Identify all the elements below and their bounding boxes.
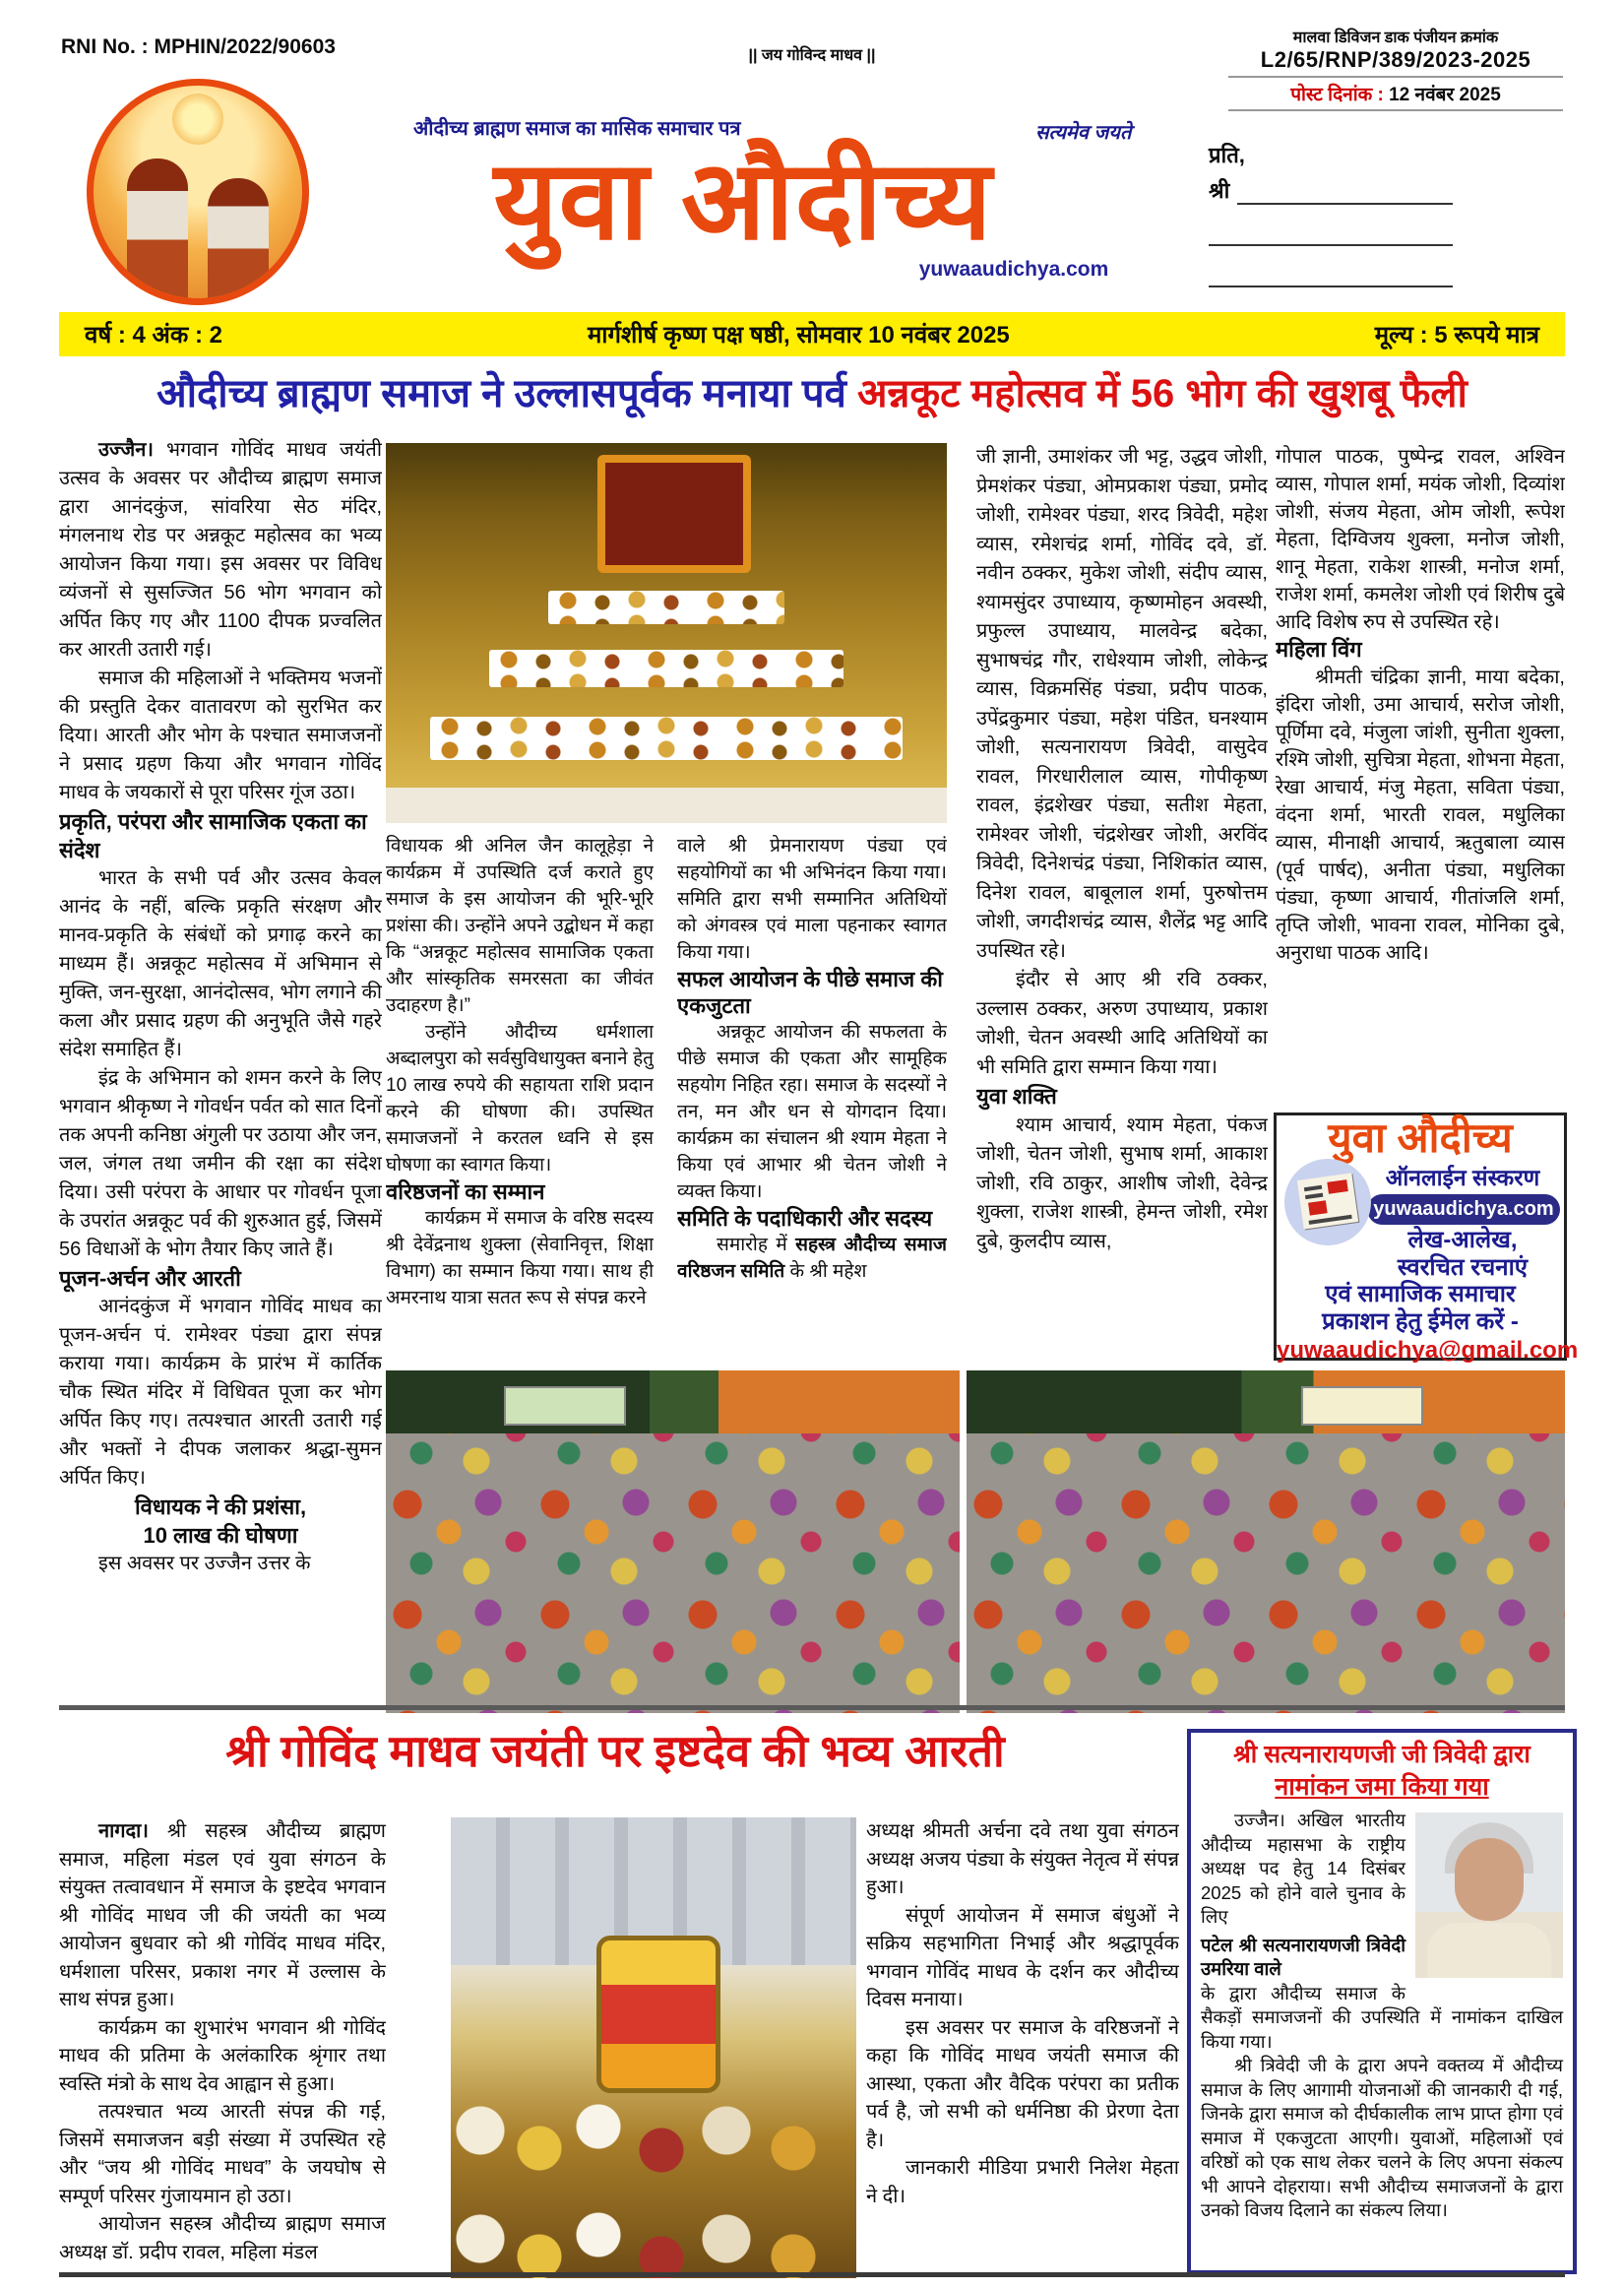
dateline: उज्जैन। [1234, 1810, 1285, 1830]
logo-sun-shape [172, 94, 223, 145]
address-blank-line [1237, 179, 1453, 205]
newspaper-icon-text-line [1305, 1193, 1323, 1199]
top-slogan: || जय गोविन्द माधव || [748, 47, 876, 64]
newspaper-icon-photo-block [1308, 1200, 1328, 1215]
section-heading: प्रकृति, परंपरा और सामाजिक एकता का संदेश [59, 809, 367, 862]
ad-title: युवा औदीच्य [1328, 1114, 1513, 1161]
newspaper-icon-sheet [1297, 1173, 1358, 1229]
address-blank-line [1209, 246, 1453, 287]
postal-registration-block [1228, 26, 1563, 111]
address-blank-line [1209, 205, 1453, 246]
main-headline [54, 370, 1570, 417]
deity-picture-frame [597, 455, 751, 573]
article-paragraph: अध्यक्ष श्रीमती अर्चना दवे तथा युवा संगठन अध्यक्ष अजय पंड्या के संयुक्त नेतृत्व में संपन्न हुआ। [866, 1820, 1179, 1898]
addressee-line [1209, 175, 1453, 205]
mailing-address-block [1209, 140, 1453, 287]
ad-text-line: प्रकाशन हेतु ईमेल करें - [1322, 1307, 1519, 1335]
article-paragraph: इंद्र के अभिमान को शमन करने के लिए भगवान श्रीकृष्ण ने गोवर्धन पर्वत को सात दिनों तक अपनी कनिष्ठा अंगुली पर उठाया और जन, जल, जंगल तथा जमीन की रक्षा का संदेश दिया। उसी परंपरा के आधार पर गोवर्धन पूजा के उपरांत अन्नकूट पर्व की शुरुआत हुई, जिसमें 56 विधाओं के भोग तैयार किए जाते हैं। [59, 1067, 382, 1260]
section-heading: सफल आयोजन के पीछे समाज की एकजुटता [677, 967, 943, 1018]
attendee-names-paragraph: गोपाल पाठक, पुष्पेन्द्र रावल, अश्विन व्यास, गोपाल शर्मा, मयंक जोशी, दिव्यांश जोशी, संजय मेहता, ओम जोशी, रूपेश मेहता, दिग्विजय शुक्ला, मनोज जोशी, शानू मेहता, राकेश शास्त्री, मनोज शर्मा, राजेश शर्मा, कमलेश जोशी एवं शिरीष दुबे आदि विशेष रुप से उपस्थित रहे। [1276, 446, 1565, 633]
attendee-names-paragraph: जी ज्ञानी, उमाशंकर जी भट्ट, उद्धव जोशी, प्रेमशंकर पंड्या, ओमप्रकाश पंड्या, प्रमोद जोशी, रामेश्वर पंड्या, शरद त्रिवेदी, महेश व्यास, रमेशचंद्र शर्मा, गोविंद दवे, डॉ. नवीन ठक्कर, मुकेश जोशी, संदीप व्यास, श्यामसुंदर उपाध्याय, कृष्णमोहन अवस्थी, प्रफुल्ल उपाध्याय, मालवेन्द्र बदेका, सुभाषचंद्र गौर, राधेश्याम जोशी, लोकेन्द्र व्यास, विक्रमसिंह पंड्या, प्रदीप पाठक, उपेंद्रकुमार पंड्या, महेश पंडित, घनश्याम जोशी, सत्यनारायण त्रिवेदी, वासुदेव रावल, गिरधारीलाल व्यास, गोपीकृष्ण रावल, इंद्रशेखर पंड्या, सतीश मेहता, रामेश्वर जोशी, चंद्रशेखर जोशी, अरविंद त्रिवेदी, दिनेशचंद्र पंड्या, निशिकांत व्यास, दिनेश रावल, बाबूलाल शर्मा, पुरुषोत्तम जोशी, जगदीशचंद्र व्यास, शैलेंद्र भट्ट आदि उपस्थित रहे। [976, 446, 1268, 962]
section-divider [59, 1705, 1565, 1710]
newspaper-icon-photo-block [1327, 1179, 1347, 1194]
postal-reg-caption: मालवा डिविजन डाक पंजीयन क्रमांक [1292, 30, 1499, 46]
portrait-face-shape [1455, 1838, 1524, 1921]
article-paragraph: अन्नकूट आयोजन की सफलता के पीछे समाज की एकता और सामूहिक सहयोग निहित रहा। समाज के सदस्यों ने तन, मन और धन से योगदान दिया। कार्यक्रम का संचालन श्री श्याम मेहता ने किया एवं आभार श्री चेतन जोशी ने व्यक्त किया। [677, 1022, 947, 1202]
photo-banner [504, 1386, 626, 1426]
committee-name: सहस्त्र औदीच्य समाज वरिष्ठजन समिति [677, 1235, 947, 1282]
article-paragraph: नागदा। श्री सहस्त्र औदीच्य ब्राह्मण समाज, महिला मंडल एवं युवा संगठन के संयुक्त तत्वावधान में समाज के इष्टदेव भगवान श्री गोविंद माधव जी की जयंती का भव्य आयोजन बुधवार को श्री गोविंद माधव मंदिर, धर्मशाला परिसर, प्रकाश नगर में उल्लास के साथ संपन्न हुआ। [59, 1820, 386, 2010]
article-paragraph: तत्पश्चात भव्य आरती संपन्न की गई, जिसमें समाजजन बड़ी संख्या में उपस्थित रहे और “जय श्री गोविंद माधव” के जयघोष से सम्पूर्ण परिसर गुंजायमान हो उठा। [59, 2101, 386, 2207]
article-paragraph: भारत के सभी पर्व और उत्सव केवल आनंद के नहीं, बल्कि प्रकृति संरक्षण और मानव-प्रकृति के संबंधों को प्रगाढ़ करने का माध्यम हैं। अन्नकूट महोत्सव में अभिमान से मुक्ति, जन-सुरक्षा, आनंदोत्सव, भोग लगाने की कला और प्रसाद ग्रहण की अनुभूति जैसे गहरे संदेश समाहित हैं। [59, 867, 382, 1060]
dateline: नागदा। [98, 1820, 149, 1842]
deity-idol-shape [596, 1936, 720, 2093]
gathering-photo-left [386, 1370, 960, 1713]
article-paragraph: वाले श्री प्रेमनारायण पंड्या एवं सहयोगियों का भी अभिनंदन किया गया। समिति द्वारा सभी सम्मानित अतिथियों को अंगवस्त्र एवं माला पहनाकर स्वागत किया गया। [677, 836, 947, 963]
article-paragraph: उन्होंने औदीच्य धर्मशाला अब्दालपुरा को सर्वसुविधायुक्त बनाने हेतु 10 लाख रुपये की सहायता राशि प्रदान करने की घोषणा की। उपस्थित समाजजनों ने करतल ध्वनि से इस घोषणा का स्वागत किया। [386, 1022, 654, 1176]
article-paragraph: श्री त्रिवेदी जी के द्वारा अपने वक्तव्य में औदीच्य समाज के लिए आगामी योजनाओं की जानकारी दी गई, जिनके द्वारा समाज को दीर्घकालीक लाभ प्राप्त होगा एवं समाज में एकजुटता आएगी। युवाओं, महिलाओं एवं वरिष्ठों को एक साथ लेकर चलने के लिए अपना संकल्प भी आपने दोहराया। सभी औदीच्य समाजजनों के द्वारा उनको विजय दिलाने का संकल्प लिया। [1201, 2055, 1563, 2220]
postal-reg-number: L2/65/RNP/389/2023-2025 [1260, 47, 1531, 72]
section-heading: समिति के पदाधिकारी और सदस्य [677, 1206, 933, 1231]
portrait-shirt-shape [1427, 1923, 1551, 1978]
bhog-display-tier [548, 591, 784, 624]
bhog-display-base [386, 788, 947, 823]
candidate-name-line: पटेल श्री सत्यनारायणजी त्रिवेदी उमरिया वाले [1201, 1934, 1405, 1979]
article1-column-5 [1276, 443, 1565, 1109]
post-date-label: पोस्ट दिनांक : [1290, 85, 1384, 105]
photo-background-band [967, 1370, 1565, 1433]
section-heading: पूजन-अर्चन और आरती [59, 1266, 241, 1291]
bhog-display-tier [430, 717, 903, 760]
ad-email: yuwaaudichya@gmail.com [1277, 1337, 1579, 1365]
addressee-prefix: श्री [1209, 178, 1230, 203]
article-paragraph: जानकारी मीडिया प्रभारी निलेश मेहता ने दी। [866, 2157, 1179, 2207]
article1-column-2 [386, 833, 654, 1367]
section-heading: महिला विंग [1276, 637, 1362, 662]
logo-deity-figure [208, 178, 269, 305]
article-paragraph: आनंदकुंज में भगवान गोविंद माधव का पूजन-अर्चन पं. रामेश्वर पंड्या द्वारा संपन्न कराया गया। कार्यक्रम के प्रारंभ में कार्तिक चौक स्थित मंदिर में विधिवत पूजा कर भोग अर्पित किए गए। तत्पश्चात आरती उतारी गई और भक्तों ने दीपक जलाकर श्रद्धा-सुमन अर्पित किए। [59, 1296, 382, 1489]
ad-text-line: स्वरचित रचनाएं [1397, 1253, 1529, 1281]
page-bottom-rule [59, 2272, 1565, 2277]
masthead-tagline: औदीच्य ब्राह्मण समाज का मासिक समाचार पत्र [413, 118, 741, 140]
gathering-photo-right [967, 1370, 1565, 1713]
section-heading: 10 लाख की घोषणा [143, 1523, 298, 1548]
main-headline-kicker: औदीच्य ब्राह्मण समाज ने उल्लासपूर्वक मनाया पर्व [156, 372, 846, 415]
article2-column-1 [59, 1817, 386, 2272]
attendee-names-paragraph: श्याम आचार्य, श्याम मेहता, पंकज जोशी, चेतन जोशी, सुभाष शर्मा, आकाश जोशी, रवि ठाकुर, आशीष जोशी, देवेन्द्र शुक्ला, राजेश शास्त्री, हेमन्त जोशी, रमेश दुबे, कुलदीप व्यास, [976, 1113, 1268, 1252]
online-edition-ad-box [1274, 1113, 1579, 1365]
article-paragraph: आयोजन सहस्त्र औदीच्य ब्राह्मण समाज अध्यक्ष डॉ. प्रदीप रावल, महिला मंडल [59, 2213, 386, 2263]
issue-date: मार्गशीर्ष कृष्ण पक्ष षष्ठी, सोमवार 10 नवंबर 2025 [587, 322, 1010, 349]
article1-column-4 [976, 443, 1268, 1365]
article-paragraph: कार्यक्रम में समाज के वरिष्ठ सदस्य श्री देवेंद्रनाथ शुक्ला (सेवानिवृत्त, शिक्षा विभाग) का सम्मान किया गया। साथ ही अमरनाथ यात्रा सतत रूप से संपन्न करने [386, 1208, 654, 1308]
article-paragraph: कार्यक्रम का शुभारंभ भगवान श्री गोविंद माधव की प्रतिमा के अलंकारिक श्रृंगार तथा स्वस्ति मंत्रो के साथ देव आह्वान से हुआ। [59, 2016, 386, 2095]
article-paragraph: उज्जैन। भगवान गोविंद माधव जयंती उत्सव के अवसर पर औदीच्य ब्राह्मण समाज द्वारा आनंदकुंज, सांवरिया सेठ मंदिर, मंगलनाथ रोड पर अन्नकूट महोत्सव का भव्य आयोजन किया गया। इस अवसर पर विविध व्यंजनों से सुसज्जित 56 भोग भगवान को अर्पित किए गए और 1100 दीपक प्रज्वलित कर आरती उतारी गई। [59, 439, 382, 661]
annakut-bhog-photo [386, 443, 947, 823]
main-headline-title: अन्नकूट महोत्सव में 56 भोग की खुशबू फैली [857, 372, 1468, 415]
rni-number: RNI No. : MPHIN/2022/90603 [61, 35, 336, 58]
ad-website-pill: yuwaaudichya.com [1367, 1194, 1560, 1225]
ad-text-line: एवं सामाजिक समाचार [1325, 1281, 1516, 1308]
section-heading: वरिष्ठजनों का सम्मान [386, 1179, 545, 1204]
article-paragraph: उज्जैन। अखिल भारतीय औदीच्य महासभा के राष्ट्रीय अध्यक्ष पद हेतु 14 दिसंबर 2025 को होने वाले चुनाव के लिए [1201, 1810, 1405, 1927]
article-paragraph: इस अवसर पर उज्जैन उत्तर के [98, 1553, 311, 1574]
newspaper-title: युवा औदीच्य [493, 139, 993, 262]
article-paragraph: विधायक श्री अनिल जैन कालूहेड़ा ने कार्यक्रम में उपस्थिति दर्ज कराते हुए समाज के इस आयोजन की भूरि-भूरि प्रशंसा की। उन्होंने अपने उद्बोधन में कहा कि “अन्नकूट महोत्सव सामाजिक एकता और सांस्कृतिक समरसता का जीवंत उदाहरण है।” [386, 836, 654, 1016]
newspaper-icon-text-line [1304, 1185, 1322, 1191]
photo-background-band [386, 1370, 960, 1433]
newspaper-icon-text-line [1309, 1215, 1352, 1225]
article1-column-3 [677, 833, 947, 1367]
section-heading: विधायक ने की प्रशंसा, [134, 1494, 307, 1519]
article-paragraph: समारोह में सहस्त्र औदीच्य समाज वरिष्ठजन समिति के श्री महेश [677, 1235, 947, 1282]
issue-price: मूल्य : 5 रूपये मात्र [1374, 322, 1539, 349]
nomination-body [1201, 1809, 1563, 2223]
article-paragraph: संपूर्ण आयोजन में समाज बंधुओं ने सक्रिय सहभागिता निभाई और श्रद्धापूर्वक भगवान गोविंद माधव के दर्शन कर औदीच्य दिवस मनाया। [866, 1904, 1179, 2010]
newspaper-icon [1284, 1159, 1371, 1245]
logo-deity-figure [127, 159, 188, 305]
nomination-news-box [1187, 1729, 1577, 2274]
article2-column-2 [866, 1817, 1179, 2272]
attendee-names-paragraph: श्रीमती चंद्रिका ज्ञानी, माया बदेका, इंदिरा जोशी, उमा आचार्य, सरोज जोशी, पूर्णिमा दवे, मंजुला जांशी, सुनीता शुक्ला, रश्मि जोशी, सुचित्रा मेहता, शोभना मेहता, रेखा आचार्य, मंजु मेहता, सविता पंड्या, वंदना शर्मा, भारती रावल, मधुलिका व्यास, मीनाक्षी आचार्य, ऋतुबाला व्यास (पूर्व पार्षद), अनीता पंड्या, मधुलिका पंड्या, कृष्णा आचार्य, गीतांजलि शर्मा, तृप्ति जोशी, भावना रावल, मोनिका दुबे, अनुराधा पाठक आदि। [1276, 667, 1565, 964]
devotees-shape [451, 2091, 856, 2278]
newspaper-logo [87, 79, 309, 305]
section-heading: युवा शक्ति [976, 1084, 1057, 1109]
masthead-website: yuwaaudichya.com [918, 258, 1109, 281]
article-paragraph: इंदौर से आए श्री रवि ठक्कर, उल्लास ठक्कर, अरुण उपाध्याय, प्रकाश जोशी, चेतन अवस्थी आदि अतिथियों का भी समिति द्वारा सम्मान किया गया। [976, 969, 1268, 1078]
article1-column-1 [59, 436, 382, 1688]
candidate-portrait-photo [1415, 1812, 1563, 1978]
article-paragraph: इस अवसर पर समाज के वरिष्ठजनों ने कहा कि गोविंद माधव जयंती समाज की आस्था, एकता और वैदिक परंपरा का प्रतीक पर्व है, जो सभी को धर्मनिष्ठा की प्रेरणा देता है। [866, 2016, 1179, 2151]
addressee-label: प्रति, [1209, 143, 1245, 167]
ad-subtitle: ऑनलाईन संस्करण [1385, 1165, 1540, 1190]
aarti-ceremony-photo [451, 1817, 856, 2278]
dateline: उज्जैन। [98, 439, 154, 461]
issue-bar [59, 312, 1565, 356]
nomination-headline: श्री सत्यनारायणजी जी त्रिवेदी द्वारा नामांकन जमा किया गया [1233, 1741, 1530, 1801]
masthead-motto: सत्यमेव जयते [1035, 122, 1132, 144]
post-date-value: 12 नवंबर 2025 [1383, 85, 1501, 105]
article-paragraph: के द्वारा औदीच्य समाज के सैकड़ों समाजजनों की उपस्थिति में नामांकन दाखिल किया गया। [1201, 1982, 1563, 2052]
ad-text-line: लेख-आलेख, [1407, 1227, 1518, 1253]
bhog-display-tier [489, 650, 843, 687]
post-date [1228, 76, 1563, 111]
article2-headline: श्री गोविंद माधव जयंती पर इष्टदेव की भव्य आरती [225, 1726, 1005, 1776]
photo-banner [1301, 1386, 1423, 1426]
article-paragraph: समाज की महिलाओं ने भक्तिमय भजनों की प्रस्तुति देकर वातावरण को सुरभित कर दिया। आरती और भोग के पश्चात समाजजनों ने प्रसाद ग्रहण किया और भगवान गोविंद माधव के जयकारों से पूरा परिसर गूंज उठा। [59, 668, 382, 803]
issue-volume: वर्ष : 4 अंक : 2 [85, 322, 223, 349]
